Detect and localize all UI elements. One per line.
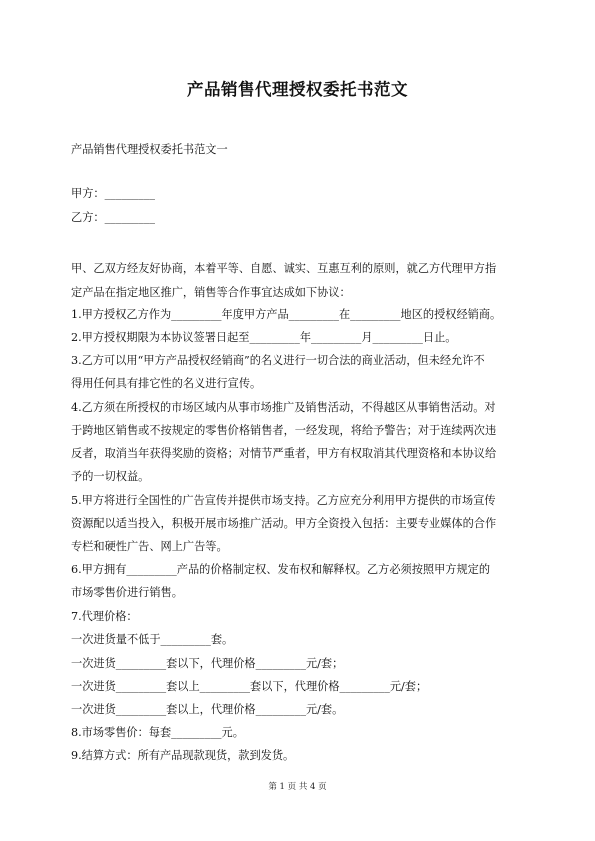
- body-line: 2.甲方授权期限为本协议签署日起至_________年_________月_________日止。: [71, 331, 457, 344]
- body-line: 8.市场零售价：每套_________元。: [71, 726, 244, 739]
- body-line: 得用任何具有排它性的名义进行宣传。: [71, 377, 262, 390]
- body-line: 专栏和硬性广告、网上广告等。: [71, 540, 228, 553]
- document-subtitle: 产品销售代理授权委托书范文一: [71, 143, 228, 156]
- body-line: 一次进货_________套以上_________套以下，代理价格_________元/套；: [71, 680, 428, 693]
- body-line: 一次进货_________套以下，代理价格_________元/套；: [71, 657, 344, 670]
- body-line: 定产品在指定地区推广，销售等合作事宜达成如下协议：: [71, 286, 351, 299]
- body-line: 3.乙方可以用“甲方产品授权经销商”的名义进行一切合法的商业活动，但未经允许不: [71, 354, 485, 367]
- body-line: 6.甲方拥有_________产品的价格制定权、发布权和解释权。乙方必须按照甲方规定的: [71, 563, 491, 576]
- body-line: 9.结算方式：所有产品现款现货，款到发货。: [71, 749, 295, 762]
- body-line: 资源配以适当投入，积极开展市场推广活动。甲方全资投入包括：主要专业媒体的合作: [71, 517, 497, 530]
- body-line: 一次进货量不低于_________套。: [71, 633, 234, 646]
- body-line: 于跨地区销售或不按规定的零售价格销售者，一经发现，将给予警告；对于连续两次违: [71, 424, 497, 437]
- body-line: 一次进货_________套以上，代理价格_________元/套。: [71, 703, 344, 716]
- party-a-line: 甲方：_________: [71, 187, 155, 200]
- body-line: 4.乙方须在所授权的市场区域内从事市场推广及销售活动，不得越区从事销售活动。对: [71, 401, 496, 414]
- body-line: 1.甲方授权乙方作为_________年度甲方产品_________在_________地区的授权经销商。: [71, 308, 502, 321]
- body-line: 反者，取消当年获得奖励的资格；对情节严重者，甲方有权取消其代理资格和本协议给: [71, 447, 497, 460]
- document-title: 产品销售代理授权委托书范文: [187, 80, 408, 99]
- party-b-line: 乙方：_________: [71, 211, 155, 224]
- body-line: 予的一切权益。: [71, 470, 150, 483]
- body-line: 市场零售价进行销售。: [71, 586, 183, 599]
- body-line: 7.代理价格：: [71, 610, 138, 623]
- page-number-footer: 第 1 页 共 4 页: [268, 782, 327, 792]
- body-line: 5.甲方将进行全国性的广告宣传并提供市场支持。乙方应充分利用甲方提供的市场宣传: [71, 494, 496, 507]
- body-line: 甲、乙双方经友好协商，本着平等、自愿、诚实、互惠互利的原则，就乙方代理甲方指: [71, 262, 497, 275]
